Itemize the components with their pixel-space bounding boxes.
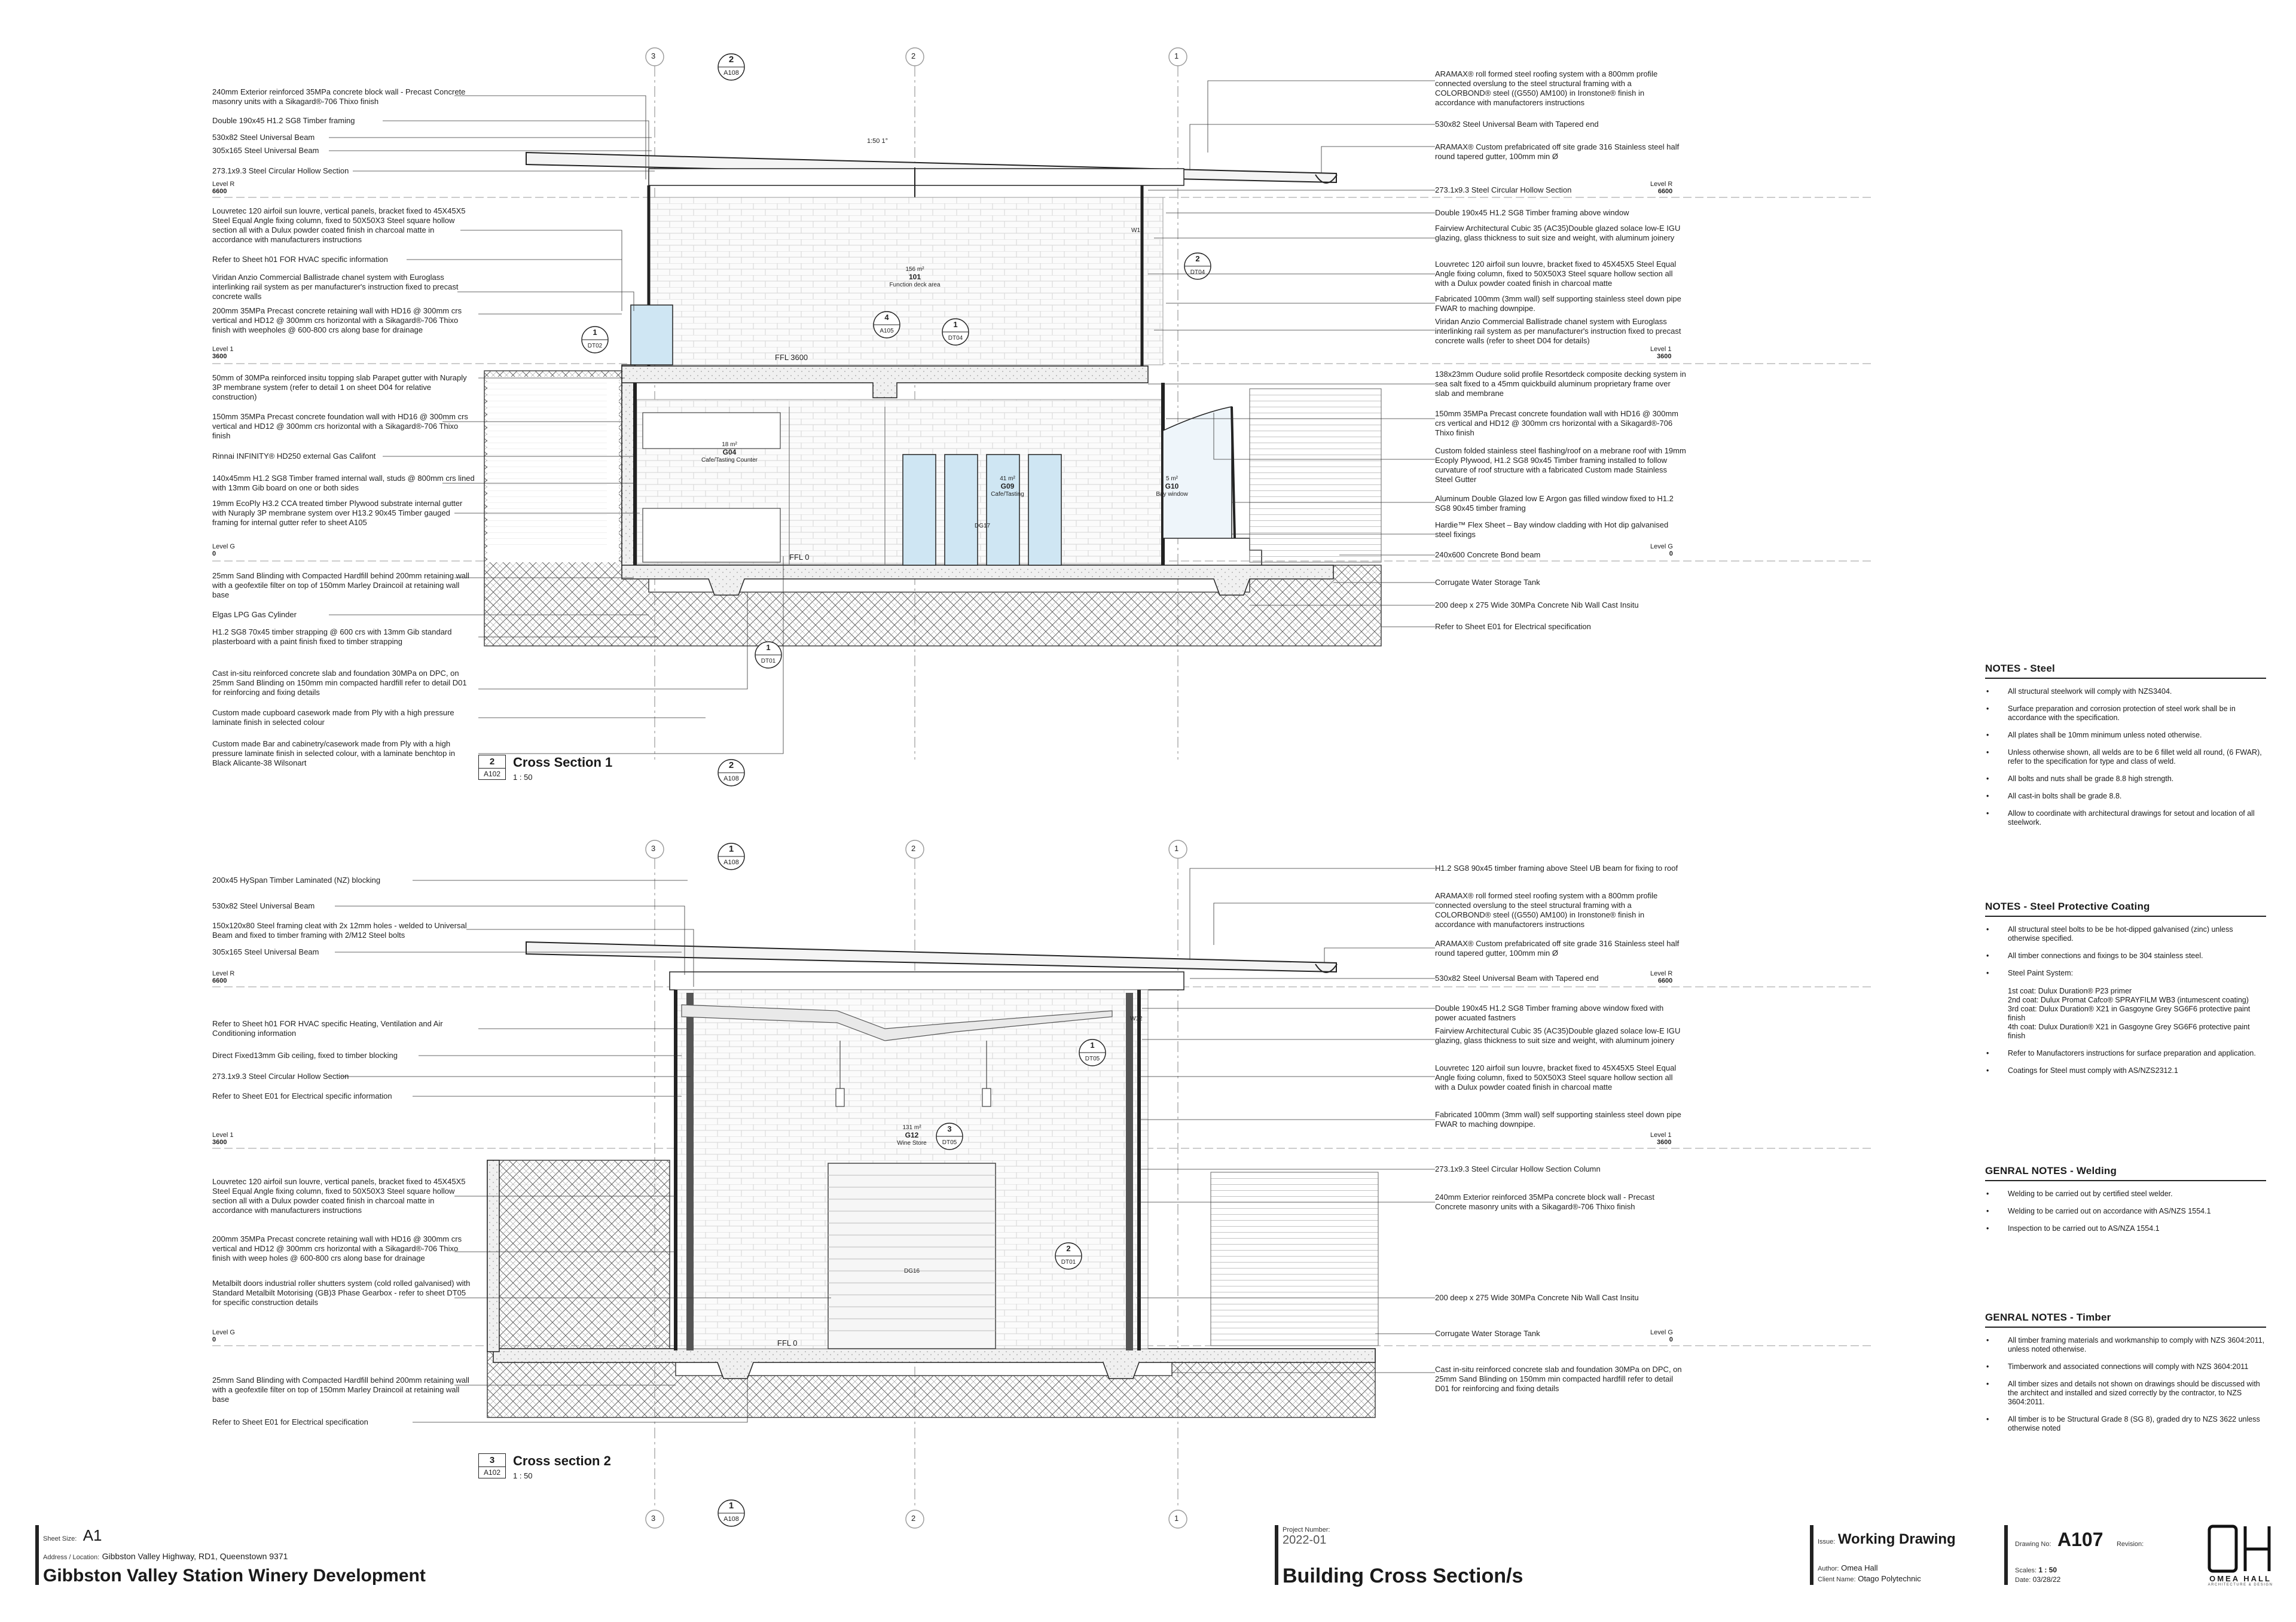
upper-floor-slab xyxy=(622,366,1148,398)
notes-item: • Steel Paint System: 1st coat: Dulux Duration® P23 primer 2nd coat: Dulux Promat Cafco® SPRAYFILM WB3 (intumescent coating) 3rd coat: Dulux Duration® X21 in Gasgoyne Grey SG6F6 protective paint finish 4th coat: Dulux Duration® X21 in Gasgoyne Grey SG6F6 protective paint finish xyxy=(1985,969,2266,1041)
level-1-label: Level 1 3600 xyxy=(212,1132,234,1146)
note-s1-right: Double 190x45 H1.2 SG8 Timber framing above window xyxy=(1435,208,1629,217)
note-s2-left: Louvretec 120 airfoil sun louvre, vertical panels, bracket fixed to 45X45X5 Steel Equal Angle fixing column, fixed to 50X50X3 Steel square hollow section all with a Dulux powder coated finish in charcoal matte in accordance with manufacturers instructions xyxy=(212,1177,466,1215)
gridline-label-2: 2 xyxy=(911,844,916,853)
callout-top-sheet: A108 xyxy=(723,69,739,77)
window-tag: W10 xyxy=(1131,227,1144,234)
note-s2-left: 200x45 HySpan Timber Laminated (NZ) blocking xyxy=(212,876,381,885)
note-s1-left: Louvretec 120 airfoil sun louvre, vertical panels, bracket fixed to 45X45X5 Steel Equal Angle fixing column, fixed to 50X50X3 Steel square hollow section all with a Dulux powder coated finish in charcoal matte in accordance with manufacturers instructions xyxy=(212,206,466,244)
notes-heading: NOTES - Steel Protective Coating xyxy=(1985,901,2150,912)
callout-top-number: 1 xyxy=(728,844,734,854)
glazed-door-3 xyxy=(987,455,1019,565)
detail-callout-sheet: DT01 xyxy=(761,658,776,664)
note-s1-right: 273.1x9.3 Steel Circular Hollow Section xyxy=(1435,185,1572,194)
note-s2-right: Louvretec 120 airfoil sun louvre, bracket fixed to 45X45X5 Steel Equal Angle fixing column, fixed to 50X50X3 Steel square hollow section all with a Dulux powder coated finish in charcoal matte xyxy=(1435,1063,1677,1092)
note-s1-right: 138x23mm Oudure solid profile Resortdeck composite decking system in sea salt fixed to a 45mm quickbuild aluminum proprietary frame over slab and membrane xyxy=(1435,370,1686,398)
callout-bottom-sheet: A108 xyxy=(723,775,739,782)
title-block-issue: Issue: Working Drawing xyxy=(1818,1531,1956,1547)
note-s1-left: 19mm EcoPly H3.2 CCA treated timber Plywood substrate internal gutter with Nuraply 3P membrane system over H13.2 90x45 Timber gauged framing for internal gutter refer to sheet A105 xyxy=(212,499,463,527)
note-s2-left: 25mm Sand Blinding with Compacted Hardfill behind 200mm retaining wall with a geofextile filter on top of 150mm Marley Draincoil at retaining wall base xyxy=(212,1376,469,1404)
room-101: 156 m² 101 Function deck area xyxy=(889,266,941,288)
note-s2-right: Fabricated 100mm (3mm wall) self supporting stainless steel down pipe FWAR to maching downpipe. xyxy=(1435,1110,1681,1129)
note-s1-right: 200 deep x 275 Wide 30MPa Concrete Nib Wall Cast Insitu xyxy=(1435,600,1639,609)
notes-item: • Welding to be carried out on accordance with AS/NZS 1554.1 xyxy=(1985,1207,2266,1216)
level-g-label: Level G 0 xyxy=(212,543,235,557)
balustrade-glass xyxy=(631,305,673,365)
note-s2-right: 200 deep x 275 Wide 30MPa Concrete Nib Wall Cast Insitu xyxy=(1435,1293,1639,1302)
roller-door xyxy=(828,1163,996,1349)
title-block-address: Address / Location: Gibbston Valley Highway, RD1, Queenstown 9371 xyxy=(43,1551,288,1561)
detail-callout-num: 1 xyxy=(1090,1041,1095,1050)
title-block-project-number: Project Number: 2022-01 xyxy=(1283,1526,1330,1547)
ground-slab xyxy=(622,565,1333,595)
detail-callout-sheet: DT05 xyxy=(942,1139,957,1146)
section-title-text: Cross section 2 xyxy=(513,1453,611,1468)
room-g09: 41 m² G09 Cafe/Tasting xyxy=(991,475,1024,498)
notes-item: • Inspection to be carried out to AS/NZA 1554.1 xyxy=(1985,1224,2266,1233)
window-tag: W12 xyxy=(1130,1016,1143,1022)
notes-item: • All structural steelwork will comply with NZS3404. xyxy=(1985,687,2266,696)
level-r-label-right: Level R 6600 xyxy=(1650,970,1673,984)
level-1-label: Level 1 3600 xyxy=(212,346,234,360)
notes-welding xyxy=(1985,1166,2266,1242)
note-s1-left: Viridan Anzio Commercial Ballistrade chanel system with Euroglass interlinking rail system as per manufacturer's instruction fixed to precast concrete walls xyxy=(212,273,459,301)
notes-item: • All timber sizes and details not shown on drawings should be discussed with the architect and installed and sized correctly by the contractor, to NZS 3604:2011. xyxy=(1985,1380,2266,1407)
notes-item: • All timber is to be Structural Grade 8 (SG 8), graded dry to NZS 3622 unless otherwise noted xyxy=(1985,1415,2266,1433)
note-s2-right: Cast in-situ reinforced concrete slab and foundation 30MPa on DPC, on 25mm Sand Blinding on 150mm min compacted hardfill refer to detail D01 for reinforcing and fixing details xyxy=(1435,1365,1682,1393)
note-s2-left: 150x120x80 Steel framing cleat with 2x 12mm holes - welded to Universal Beam and fixed to timber framing with 2/M12 Steel bolts xyxy=(212,921,467,940)
note-s2-right: 273.1x9.3 Steel Circular Hollow Section Column xyxy=(1435,1164,1601,1173)
note-s2-left: 200mm 35MPa Precast concrete retaining wall with HD16 @ 300mm crs vertical and HD12 @ 300mm crs horizontal with a Sikagard®-706 Thixo finish with weep holes @ 600-800 crs along base for drainage xyxy=(212,1234,462,1263)
note-s1-right: Aluminum Double Glazed low E Argon gas filled window fixed to H1.2 SG8 90x45 timber framing xyxy=(1435,494,1674,513)
note-s2-left: Refer to Sheet E01 for Electrical specific information xyxy=(212,1092,392,1100)
note-s1-left: 530x82 Steel Universal Beam xyxy=(212,133,315,142)
notes-item: • Coatings for Steel must comply with AS/NZS2312.1 xyxy=(1985,1066,2266,1075)
section-number-box: 3 A102 xyxy=(478,1453,506,1478)
gridline-label-3: 3 xyxy=(651,51,656,60)
ffl-upper-label: FFL 3600 xyxy=(775,353,808,362)
title-block-drawing-no: Drawing No: A107 Revision: xyxy=(2015,1529,2144,1550)
note-s2-right: Corrugate Water Storage Tank xyxy=(1435,1329,1540,1338)
callout-top-sheet: A108 xyxy=(723,859,739,866)
note-s1-right: Fairview Architectural Cubic 35 (AC35)Double glazed solace low-E IGU glazing, glass thickness to suit size and weight, with aluminum joinery xyxy=(1435,224,1681,242)
callout-bottom-sheet: A108 xyxy=(723,1516,739,1523)
note-s1-left: Custom made Bar and cabinetry/casework made from Ply with a high pressure laminate finish in selected colour, with a laminate benchtop in Black Alicante-38 Wilsonart xyxy=(212,739,456,767)
notes-heading: GENRAL NOTES - Timber xyxy=(1985,1312,2111,1323)
omea-hall-logo-mark xyxy=(2209,1526,2269,1571)
ffl-lower-label: FFL 0 xyxy=(789,553,810,562)
note-s1-right: 240x600 Concrete Bond beam xyxy=(1435,550,1541,559)
notes-timber xyxy=(1985,1313,2266,1441)
title-block-scales: Scales: 1 : 50 xyxy=(2015,1566,2057,1574)
note-s1-right: Viridan Anzio Commercial Ballistrade chanel system with Euroglass interlinking rail system as per manufacturer's instruction fixed to precast concrete walls (refer to sheet D04 for details) xyxy=(1435,317,1681,345)
note-s1-right: 150mm 35MPa Precast concrete foundation wall with HD16 @ 300mm crs vertical and HD12 @ 300mm crs horizontal with a Sikagard®-706 Thixo finish xyxy=(1435,409,1678,437)
note-s1-left: Double 190x45 H1.2 SG8 Timber framing xyxy=(212,116,355,125)
address-value: Gibbston Valley Highway, RD1, Queenstown 9371 xyxy=(102,1551,288,1561)
detail-callout-num: 2 xyxy=(1195,254,1200,263)
detail-callout-sheet: DT01 xyxy=(1061,1259,1076,1266)
ffl-lower-label: FFL 0 xyxy=(777,1339,798,1347)
notes-item: • Surface preparation and corrosion protection of steel work shall be in accordance with the specification. xyxy=(1985,705,2266,722)
note-s1-left: 240mm Exterior reinforced 35MPa concrete block wall - Precast Concrete masonry units with a Sikagard®-706 Thixo finish xyxy=(212,87,466,106)
gridline-label-2: 2 xyxy=(911,1514,916,1523)
detail-callout-num: 3 xyxy=(947,1124,952,1133)
notes-heading: NOTES - Steel xyxy=(1985,663,2055,674)
gridline-label-1: 1 xyxy=(1174,1514,1179,1523)
detail-callout-sheet: A105 xyxy=(880,328,894,334)
callout-bottom-number: 2 xyxy=(728,760,734,770)
note-s2-right: 240mm Exterior reinforced 35MPa concrete block wall - Precast Concrete masonry units with a Sikagard®-706 Thixo finish xyxy=(1435,1193,1655,1211)
gridline-label-3: 3 xyxy=(651,1514,656,1523)
notes-item: • All timber connections and fixings to be 304 stainless steel. xyxy=(1985,952,2266,961)
title-block-date: Date: 03/28/22 xyxy=(2015,1575,2061,1584)
sheet-size-value: A1 xyxy=(83,1526,102,1544)
detail-callout-sheet: DT02 xyxy=(587,343,603,349)
note-s2-right: 530x82 Steel Universal Beam with Tapered end xyxy=(1435,974,1599,983)
note-s2-right: ARAMAX® roll formed steel roofing system with a 800mm profile connected overslung to the steel structural framing with a COLORBOND® steel ((G550) AM100) in Ironstone® finish in accordance with manufactorers instructions xyxy=(1435,891,1658,929)
level-g-label: Level G 0 xyxy=(212,1329,235,1343)
room-g12: 131 m² G12 Wine Store xyxy=(897,1124,927,1147)
section-scale: 1 : 50 xyxy=(513,773,533,782)
gridline-label-1: 1 xyxy=(1174,51,1179,60)
note-s1-right: ARAMAX® roll formed steel roofing system with a 800mm profile connected overslung to the steel structural framing with a COLORBOND® steel ((G550) AM100) in Ironstone® finish in accordance with manufactorers instructions xyxy=(1435,69,1658,107)
bay-window xyxy=(1163,407,1232,538)
notes-item: • Timberwork and associated connections will comply with NZS 3604:2011 xyxy=(1985,1362,2266,1371)
note-s1-right: Custom folded stainless steel flashing/roof on a mebrane roof with 19mm Ecoply Plywood, H1.2 SG8 90x45 Timber framing installed to follow curvature of roof structure with a fabricated Custom made Stainless Steel Gutter xyxy=(1435,446,1686,484)
level-r-label: Level R 6600 xyxy=(212,970,235,984)
note-s1-left: Refer to Sheet h01 FOR HVAC specific information xyxy=(212,255,388,264)
notes-item: • Refer to Manufactorers instructions for surface preparation and application. xyxy=(1985,1049,2266,1058)
level-g-label-right: Level G 0 xyxy=(1650,543,1673,557)
level-1-label-right: Level 1 3600 xyxy=(1650,1132,1672,1146)
detail-callout-num: 1 xyxy=(766,643,771,652)
notes-item: • Welding to be carried out by certified steel welder. xyxy=(1985,1190,2266,1199)
callout-top-number: 2 xyxy=(728,54,734,65)
note-s1-left: Custom made cupboard casework made from Ply with a high pressure laminate finish in selected colour xyxy=(212,708,454,727)
notes-item: • Unless otherwise shown, all welds are to be 6 fillet weld all round, (6 FWAR), refer to the specification for type and class of weld. xyxy=(1985,748,2266,766)
issue-value: Working Drawing xyxy=(1837,1531,1956,1547)
note-s1-left: Rinnai INFINITY® HD250 external Gas Califont xyxy=(212,452,376,461)
detail-callout-sheet: DT04 xyxy=(948,335,963,342)
note-s1-left: 200mm 35MPa Precast concrete retaining wall with HD16 @ 300mm crs vertical and HD12 @ 300mm crs horizontal with a Sikagard®-706 Thixo finish with weepholes @ 600-800 crs along base for drainage xyxy=(212,306,462,334)
note-s1-right: Corrugate Water Storage Tank xyxy=(1435,578,1540,587)
note-s1-right: 530x82 Steel Universal Beam with Tapered end xyxy=(1435,120,1599,129)
glazed-door-1 xyxy=(903,455,936,565)
drawing-number-value: A107 xyxy=(2057,1529,2103,1550)
note-s1-left: 150mm 35MPa Precast concrete foundation wall with HD16 @ 300mm crs vertical and HD12 @ 300mm crs horizontal with a Sikagard®-706 Thixo finish xyxy=(212,412,468,440)
level-r-label-right: Level R 6600 xyxy=(1650,181,1673,195)
section-title-1 xyxy=(478,755,612,782)
notes-heading: GENRAL NOTES - Welding xyxy=(1985,1165,2117,1176)
level-1-label-right: Level 1 3600 xyxy=(1650,346,1672,360)
gridline-label-3: 3 xyxy=(651,844,656,853)
note-s2-left: 273.1x9.3 Steel Circular Hollow Section xyxy=(212,1072,349,1081)
detail-callout-num: 4 xyxy=(884,313,889,322)
section-title-text: Cross Section 1 xyxy=(513,755,613,770)
title-block-author: Author: Omea Hall xyxy=(1818,1563,1878,1572)
detail-callout-sheet: DT04 xyxy=(1190,269,1205,276)
note-s1-right: Hardie™ Flex Sheet – Bay window cladding with Hot dip galvanised steel fixings xyxy=(1435,520,1669,539)
note-s1-left: 140x45mm H1.2 SG8 Timber framed internal wall, studs @ 800mm crs lined with 13mm Gib board on one or both sides xyxy=(212,474,475,492)
note-s1-left: 25mm Sand Blinding with Compacted Hardfill behind 200mm retaining wall with a geofextile filter on top of 150mm Marley Draincoil at retaining wall base xyxy=(212,571,469,599)
notes-item: • All bolts and nuts shall be grade 8.8 high strength. xyxy=(1985,775,2266,783)
detail-callout-num: 1 xyxy=(593,328,597,337)
note-s1-right: Refer to Sheet E01 for Electrical specification xyxy=(1435,622,1591,631)
counter xyxy=(643,508,780,562)
note-s2-right: Double 190x45 H1.2 SG8 Timber framing above window fixed with power acuated fastners xyxy=(1435,1004,1664,1022)
note-s2-left: Refer to Sheet h01 FOR HVAC specific Heating, Ventilation and Air Conditioning information xyxy=(212,1019,443,1038)
roof-sheet-2 xyxy=(526,942,1336,972)
room-g10: 5 m² G10 Bay window xyxy=(1156,475,1188,498)
note-s1-left: Cast in-situ reinforced concrete slab and foundation 30MPa on DPC, on 25mm Sand Blinding on 150mm min compacted hardfill refer to detail D01 for reinforcing and fixing details xyxy=(212,669,467,697)
note-s2-left: Refer to Sheet E01 for Electrical specification xyxy=(212,1417,368,1426)
note-s1-left: 305x165 Steel Universal Beam xyxy=(212,146,319,155)
detail-callout-num: 2 xyxy=(1066,1244,1071,1253)
room-g04: 18 m² G04 Cafe/Tasting Counter xyxy=(701,441,758,464)
section-title-2 xyxy=(478,1453,611,1480)
notes-item: • All plates shall be 10mm minimum unless noted otherwise. xyxy=(1985,731,2266,740)
project-number-value: 2022-01 xyxy=(1283,1533,1327,1547)
glazed-door-2 xyxy=(945,455,978,565)
note-s1-left: Elgas LPG Gas Cylinder xyxy=(212,610,297,619)
omea-hall-logo: OMEA HALL ARCHITECTURE & DESIGN xyxy=(2208,1574,2273,1587)
detail-callout-num: 1 xyxy=(953,320,958,329)
note-s1-right: Fabricated 100mm (3mm wall) self supporting stainless steel down pipe FWAR to maching downpipe. xyxy=(1435,294,1681,313)
note-s1-left: H1.2 SG8 70x45 timber strapping @ 600 crs with 13mm Gib standard plasterboard with a paint finish fixed to timber strapping xyxy=(212,627,452,646)
door-tag: DG16 xyxy=(904,1268,920,1275)
gridline-label-2: 2 xyxy=(911,51,916,60)
note-s2-right: Fairview Architectural Cubic 35 (AC35)Double glazed solace low-E IGU glazing, glass thickness to suit size and weight, with aluminum joinery xyxy=(1435,1026,1681,1045)
note-s1-left: 273.1x9.3 Steel Circular Hollow Section xyxy=(212,166,349,175)
note-s2-right: ARAMAX® Custom prefabricated off site grade 316 Stainless steel half round tapered gutter, 100mm min Ø xyxy=(1435,939,1680,958)
note-s2-left: 305x165 Steel Universal Beam xyxy=(212,947,319,956)
notes-steel-coating xyxy=(1985,902,2266,1084)
detail-callout-sheet: DT05 xyxy=(1085,1056,1100,1062)
note-s2-right: H1.2 SG8 90x45 timber framing above Steel UB beam for fixing to roof xyxy=(1435,864,1678,873)
notes-steel xyxy=(1985,664,2266,836)
notes-item: • Allow to coordinate with architectural drawings for setout and location of all steelwork. xyxy=(1985,809,2266,827)
gridline-label-1: 1 xyxy=(1174,844,1179,853)
note-s2-left: 530x82 Steel Universal Beam xyxy=(212,901,315,910)
callout-bottom-number: 1 xyxy=(728,1501,734,1511)
note-s1-right: ARAMAX® Custom prefabricated off site grade 316 Stainless steel half round tapered gutter, 100mm min Ø xyxy=(1435,142,1680,161)
section-number-box: 2 A102 xyxy=(478,755,506,780)
glazed-door-4 xyxy=(1028,455,1061,565)
section-scale: 1 : 50 xyxy=(513,1471,533,1480)
notes-item: • All cast-in bolts shall be grade 8.8. xyxy=(1985,792,2266,801)
drawing-title: Building Cross Section/s xyxy=(1283,1565,1523,1587)
roof-beam xyxy=(649,169,1184,185)
slope-label: 1:50 1° xyxy=(867,138,888,145)
title-block-client: Client Name: Otago Polytechnic xyxy=(1818,1574,1921,1583)
note-s1-left: 50mm of 30MPa reinforced insitu topping slab Parapet gutter with Nuraply 3P membrane system (refer to detail 1 on sheet D04 for relative construction) xyxy=(212,373,467,401)
door-tag: DG17 xyxy=(975,523,991,529)
notes-item: • All structural steel bolts to be be hot-dipped galvanised (zinc) unless otherwise specified. xyxy=(1985,925,2266,943)
title-block-sheet-size: Sheet Size: A1 xyxy=(43,1526,102,1544)
level-r-label: Level R 6600 xyxy=(212,181,235,195)
project-name: Gibbston Valley Station Winery Development xyxy=(43,1566,426,1586)
note-s2-left: Metalbilt doors industrial roller shutters system (cold rolled galvanised) with Standard Metalbilt Motorising (GB)3 Phase Gearbox - refer to sheet DT05 for specific construction details xyxy=(212,1279,471,1307)
note-s1-right: Louvretec 120 airfoil sun louvre, bracket fixed to 45X45X5 Steel Equal Angle fixing column, fixed to 50X50X3 Steel square hollow section all with a Dulux powder coated finish in charcoal matte xyxy=(1435,260,1677,288)
water-tank xyxy=(1250,389,1381,562)
notes-item: • All timber framing materials and workmanship to comply with NZS 3604:2011, unless noted otherwise. xyxy=(1985,1336,2266,1354)
retaining-wall xyxy=(622,365,635,568)
note-s2-left: Direct Fixed13mm Gib ceiling, fixed to timber blocking xyxy=(212,1051,398,1060)
level-g-label-right: Level G 0 xyxy=(1650,1329,1673,1343)
